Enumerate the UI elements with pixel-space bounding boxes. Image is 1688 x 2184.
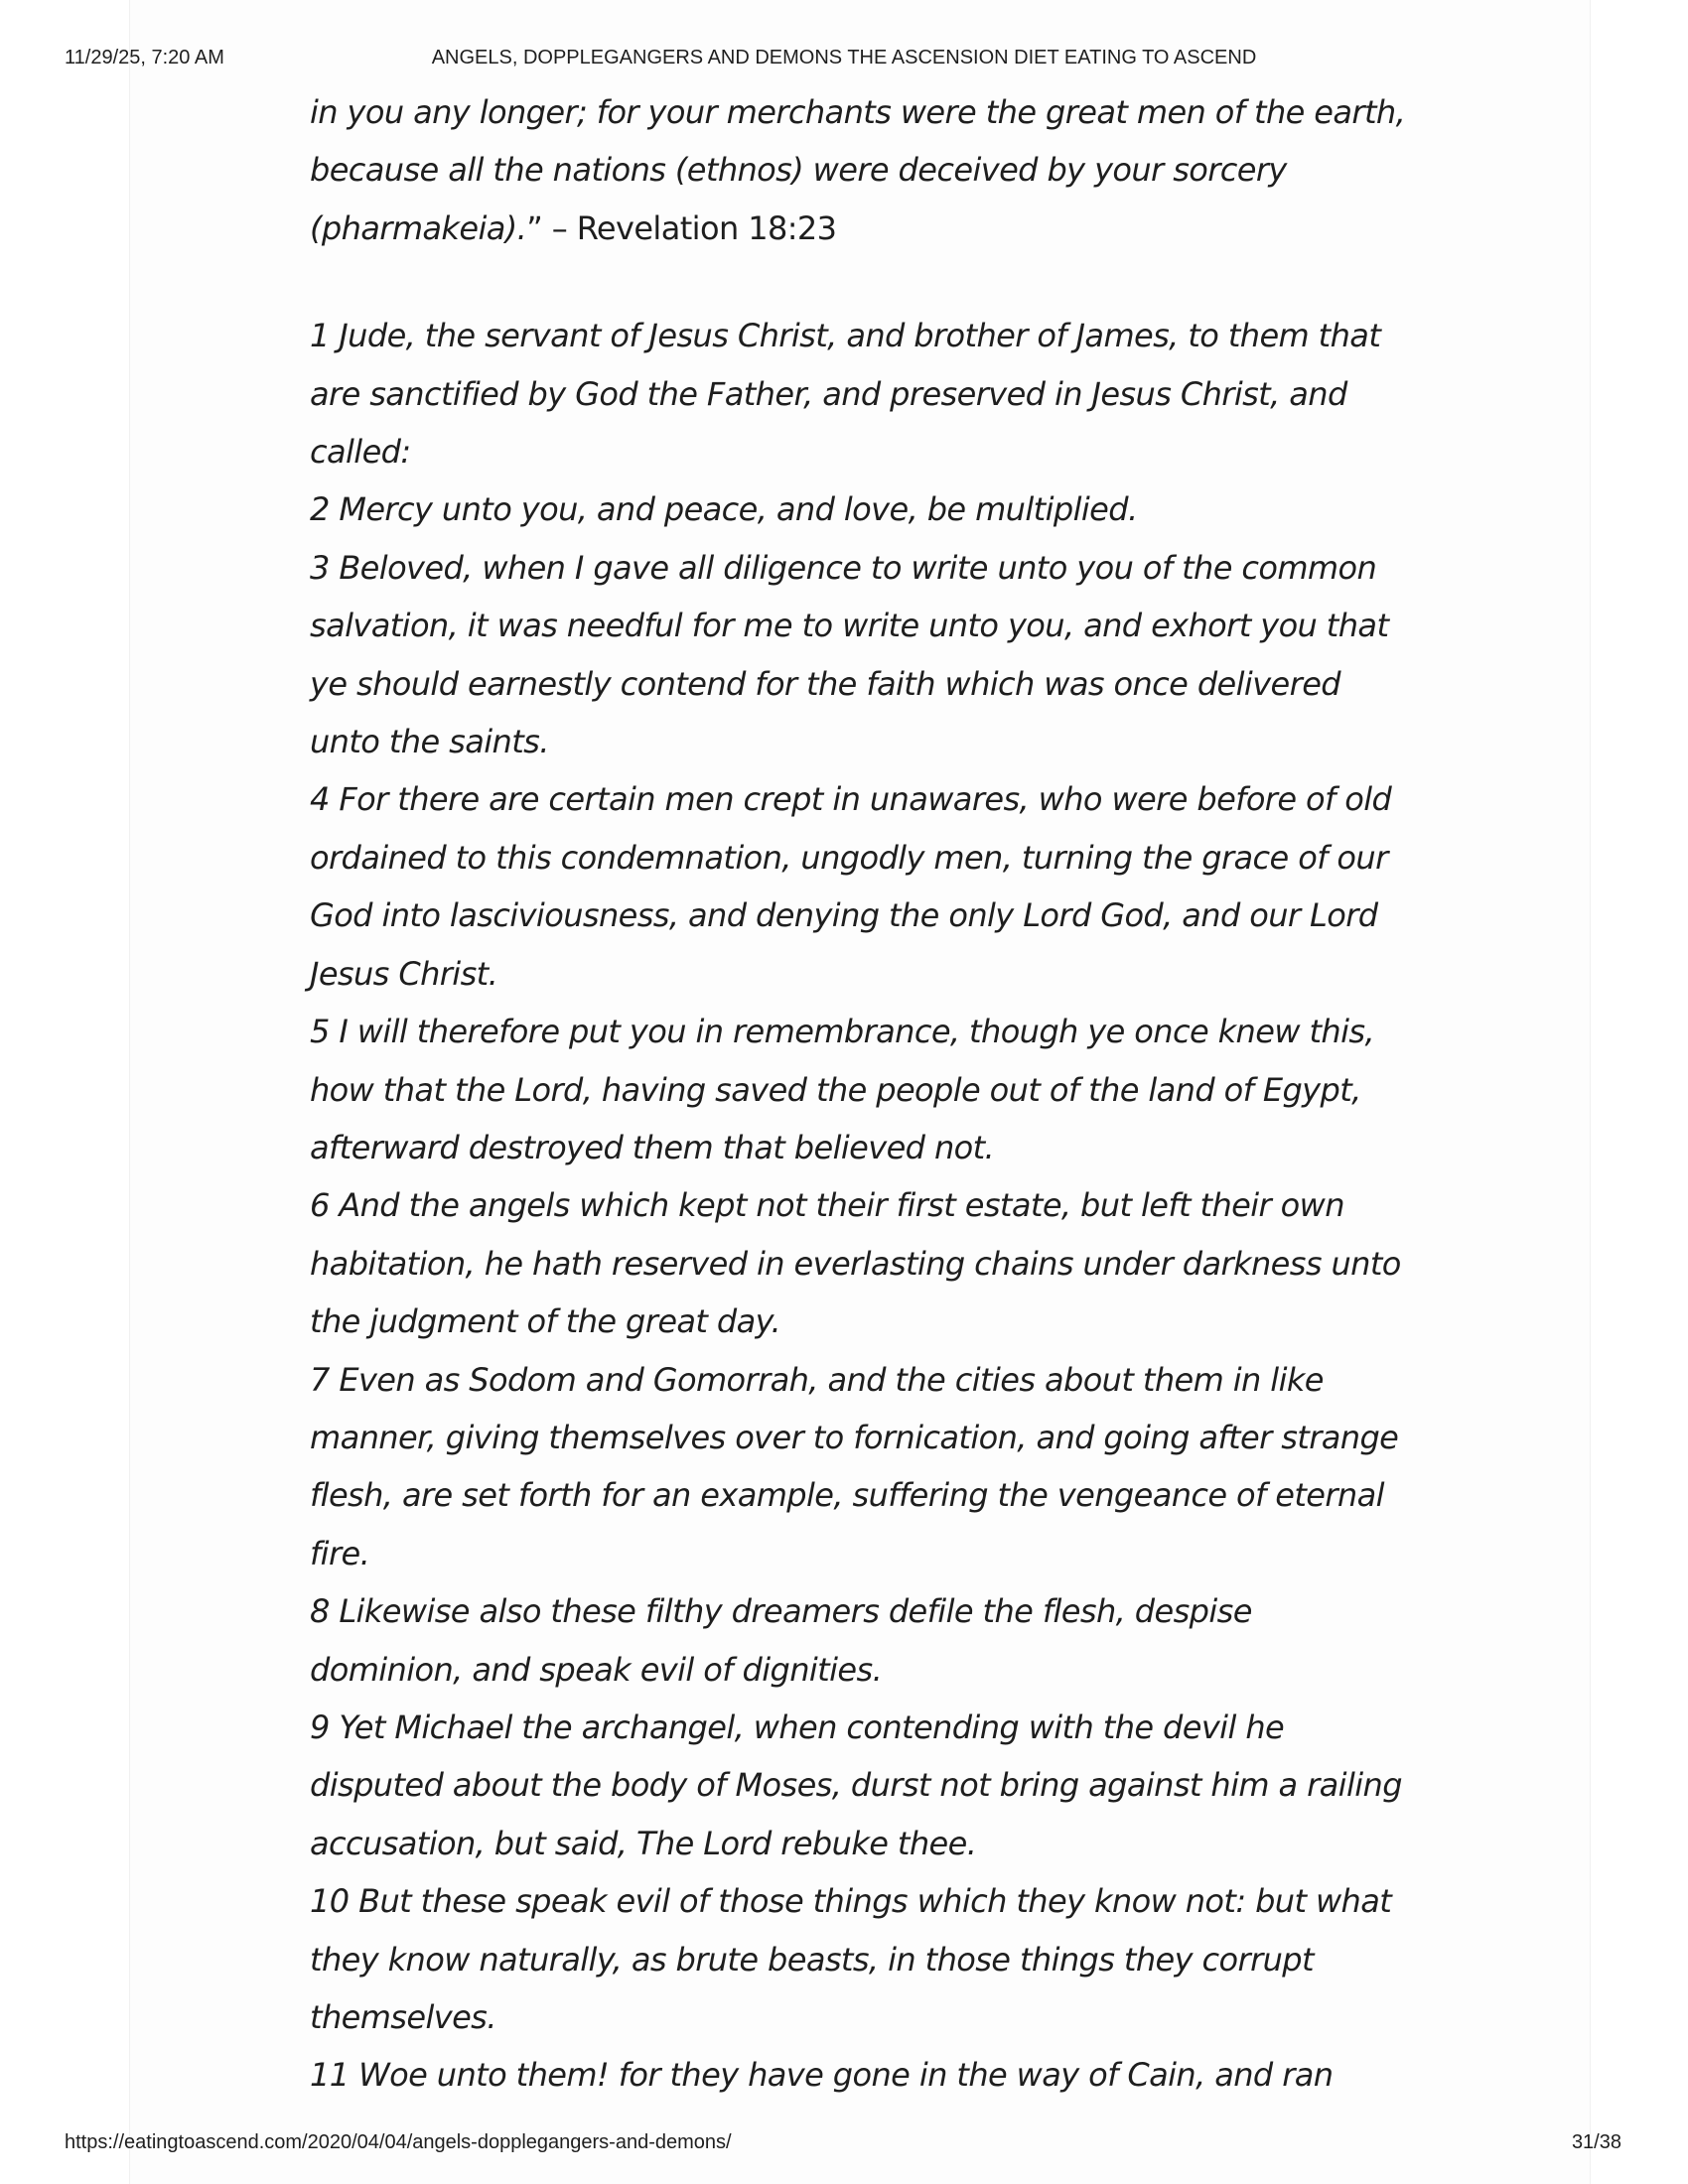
verse-3-line: ye should earnestly contend for the faith which was once delivered xyxy=(310,664,1340,703)
paragraph-gap xyxy=(310,257,1422,307)
verse-10-line: themselves. xyxy=(310,1998,496,2036)
verse-1-line: called: xyxy=(310,433,411,472)
verse-3-line: salvation, it was needful for me to write unto you, and exhort you that xyxy=(310,607,1389,645)
verse-10-line: 10 But these speak evil of those things which they know not: but what xyxy=(310,1882,1392,1921)
quote-line: because all the nations (ethnos) were deceived by your sorcery xyxy=(310,151,1287,190)
verse-10-line: they know naturally, as brute beasts, in those things they corrupt xyxy=(310,1940,1314,1979)
verse-7-line: fire. xyxy=(310,1534,370,1572)
verse-5-line: 5 I will therefore put you in remembrance, though ye once knew this, xyxy=(310,1013,1375,1051)
revelation-quote xyxy=(310,83,1422,257)
verse-7-line: 7 Even as Sodom and Gomorrah, and the cities about them in like xyxy=(310,1360,1324,1399)
verse-1-line: 1 Jude, the servant of Jesus Christ, and brother of James, to them that xyxy=(310,317,1381,355)
verse-4-line: ordained to this condemnation, ungodly men, turning the grace of our xyxy=(310,838,1388,877)
verse-9-line: accusation, but said, The Lord rebuke thee. xyxy=(310,1824,977,1862)
print-footer-page-number: 31/38 xyxy=(1571,2131,1621,2153)
verse-8-line: dominion, and speak evil of dignities. xyxy=(310,1650,883,1689)
verse-9-line: 9 Yet Michael the archangel, when contending with the devil he xyxy=(310,1707,1285,1746)
verse-5-line: afterward destroyed them that believed not. xyxy=(310,1128,995,1166)
verse-7-line: manner, giving themselves over to fornication, and going after strange xyxy=(310,1418,1399,1456)
print-header-datetime: 11/29/25, 7:20 AM xyxy=(65,47,224,68)
verse-3-line: unto the saints. xyxy=(310,723,549,761)
verse-4-line: 4 For there are certain men crept in unawares, who were before of old xyxy=(310,780,1392,819)
verse-6-line: the judgment of the great day. xyxy=(310,1302,781,1341)
jude-verses xyxy=(310,307,1422,2105)
verse-6-line: habitation, he hath reserved in everlasting chains under darkness unto xyxy=(310,1244,1401,1283)
verse-4-line: God into lasciviousness, and denying the only Lord God, and our Lord xyxy=(310,896,1378,935)
verse-2-line: 2 Mercy unto you, and peace, and love, be multiplied. xyxy=(310,490,1138,529)
verse-1-line: are sanctified by God the Father, and preserved in Jesus Christ, and xyxy=(310,374,1347,413)
verse-11-line: 11 Woe unto them! for they have gone in the way of Cain, and ran xyxy=(310,2056,1334,2095)
verse-9-line: disputed about the body of Moses, durst not bring against him a railing xyxy=(310,1766,1402,1805)
verse-4-line: Jesus Christ. xyxy=(310,954,498,993)
quote-line: in you any longer; for your merchants were the great men of the earth, xyxy=(310,93,1406,131)
verse-3-line: 3 Beloved, when I gave all diligence to write unto you of the common xyxy=(310,548,1377,587)
verse-6-line: 6 And the angels which kept not their first estate, but left their own xyxy=(310,1186,1344,1225)
print-header-title: ANGELS, DOPPLEGANGERS AND DEMONS THE ASCENSION DIET EATING TO ASCEND xyxy=(431,47,1257,68)
print-footer-url: https://eatingtoascend.com/2020/04/04/angels-dopplegangers-and-demons/ xyxy=(65,2131,732,2153)
article-content xyxy=(310,83,1422,2105)
verse-5-line: how that the Lord, having saved the people out of the land of Egypt, xyxy=(310,1070,1361,1109)
verse-8-line: 8 Likewise also these filthy dreamers defile the flesh, despise xyxy=(310,1592,1252,1631)
quote-line: (pharmakeia). xyxy=(310,208,527,247)
verse-7-line: flesh, are set forth for an example, suffering the vengeance of eternal xyxy=(310,1476,1384,1515)
quote-citation: ” – Revelation 18:23 xyxy=(526,208,837,247)
